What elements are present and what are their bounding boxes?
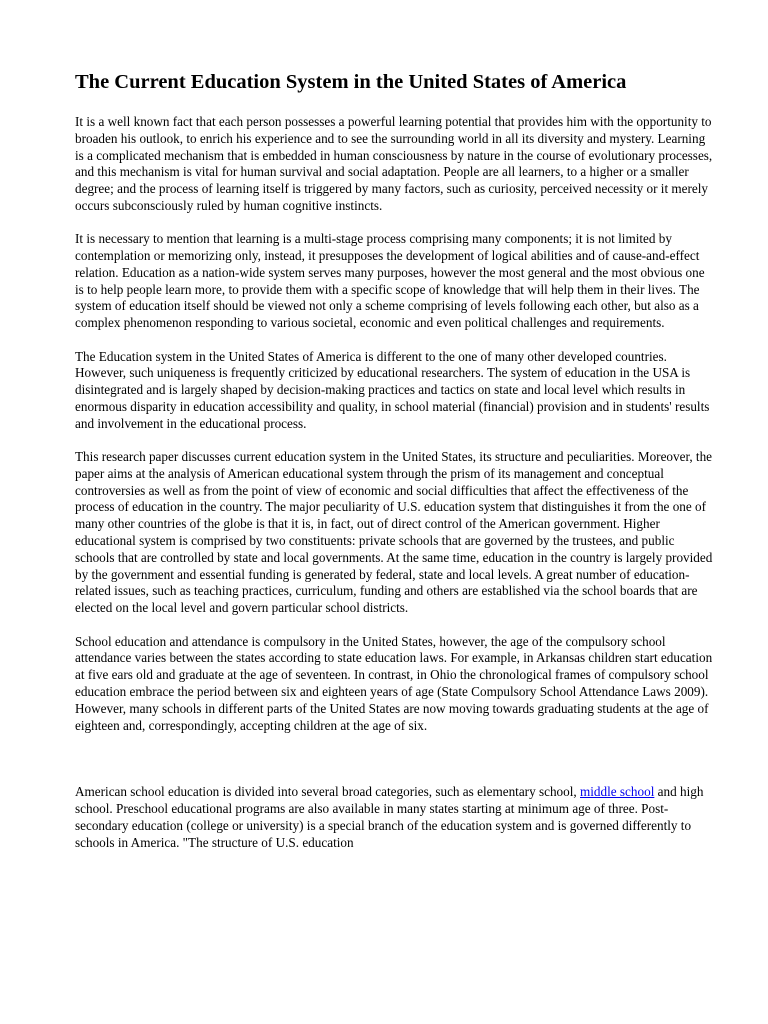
paragraph-us-education-system: The Education system in the United States of America is different to the one of many other developed countries. However, such uniqueness is frequently criticized by educational researchers. The system of education in the USA is disintegrated and is largely shaped by decision-making practices and tactics on state and local level which results in enormous disparity in education accessibility and quality, in school material (financial) provision and in students' results and involvement in the educational process. — [75, 348, 710, 431]
paragraph-learning-potential: It is a well known fact that each person possesses a powerful learning potential that provides him with the opportunity to broaden his outlook, to enrich his experience and to see the surrounding world in all its diversity and mystery. Learning is a complicated mechanism that is embedded in human consciousness by nature in the course of evolutionary processes, and this mechanism is vital for human survival and social adaptation. People are all learners, to a higher or a smaller degree; and the process of learning itself is triggered by many factors, such as curiosity, perceived necessity or it merely occurs subconsciously ruled by human cognitive instincts. — [75, 114, 713, 213]
paragraph-text-after-link: and high school. Preschool educational programs are also available in many states starting at minimum age of three. Post-secondary education (college or university) is a special branch of the education system and is governed differently to schools in America. "The structure of U.S. education — [75, 784, 704, 850]
paragraph-research-scope: This research paper discusses current education system in the United States, its structure and peculiarities. Moreover, the paper aims at the analysis of American educational system through the prism of its management and conceptual controversies as well as from the point of view of economic and social difficulties that affect the effectiveness of the process of education in the country. The major peculiarity of U.S. education system that distinguishes it from the one of many other countries of the globe is that it is, in fact, out of direct control of the American government. Higher educational system is comprised by two constituents: private schools that are governed by the trustees, and public schools that are controlled by state and local governments. At the same time, education in the country is largely provided by the government and essential funding is generated by federal, state and local levels. A great number of education-related issues, such as teaching practices, curriculum, funding and others are established via the school boards that are elected on the local level and govern particular school districts. — [75, 449, 713, 616]
paragraph-school-categories — [75, 784, 716, 851]
paragraph-text-before-link: American school education is divided into several broad categories, such as elementary school, — [75, 784, 580, 800]
paragraph-compulsory-attendance: School education and attendance is compulsory in the United States, however, the age of the compulsory school attendance varies between the states according to state education laws. For example, in Arkansas children start education at five ears old and graduate at the age of seventeen. In contrast, in Ohio the chronological frames of compulsory school education embrace the period between six and eighteen years of age (State Compulsory School Attendance Laws 2009). However, many schools in different parts of the United States are now moving towards graduating students at the age of eighteen and, correspondingly, accepting children at the age of six. — [75, 633, 713, 733]
middle-school-link[interactable]: middle school — [580, 784, 655, 800]
paragraph-learning-process: It is necessary to mention that learning is a multi-stage process comprising many components; it is not limited by contemplation or memorizing only, instead, it presupposes the development of logical abilities and of cause-and-effect relation. Education as a nation-wide system serves many purposes, however the most general and the most obvious one is to help people learn more, to provide them with a specific scope of knowledge that will help them in their lives. The system of education itself should be viewed not only a scheme comprising of levels following each other, but also as a complex phenomenon responding to various societal, economic and even political challenges and requirements. — [75, 231, 705, 331]
document-title: The Current Education System in the United States of America — [75, 71, 627, 93]
